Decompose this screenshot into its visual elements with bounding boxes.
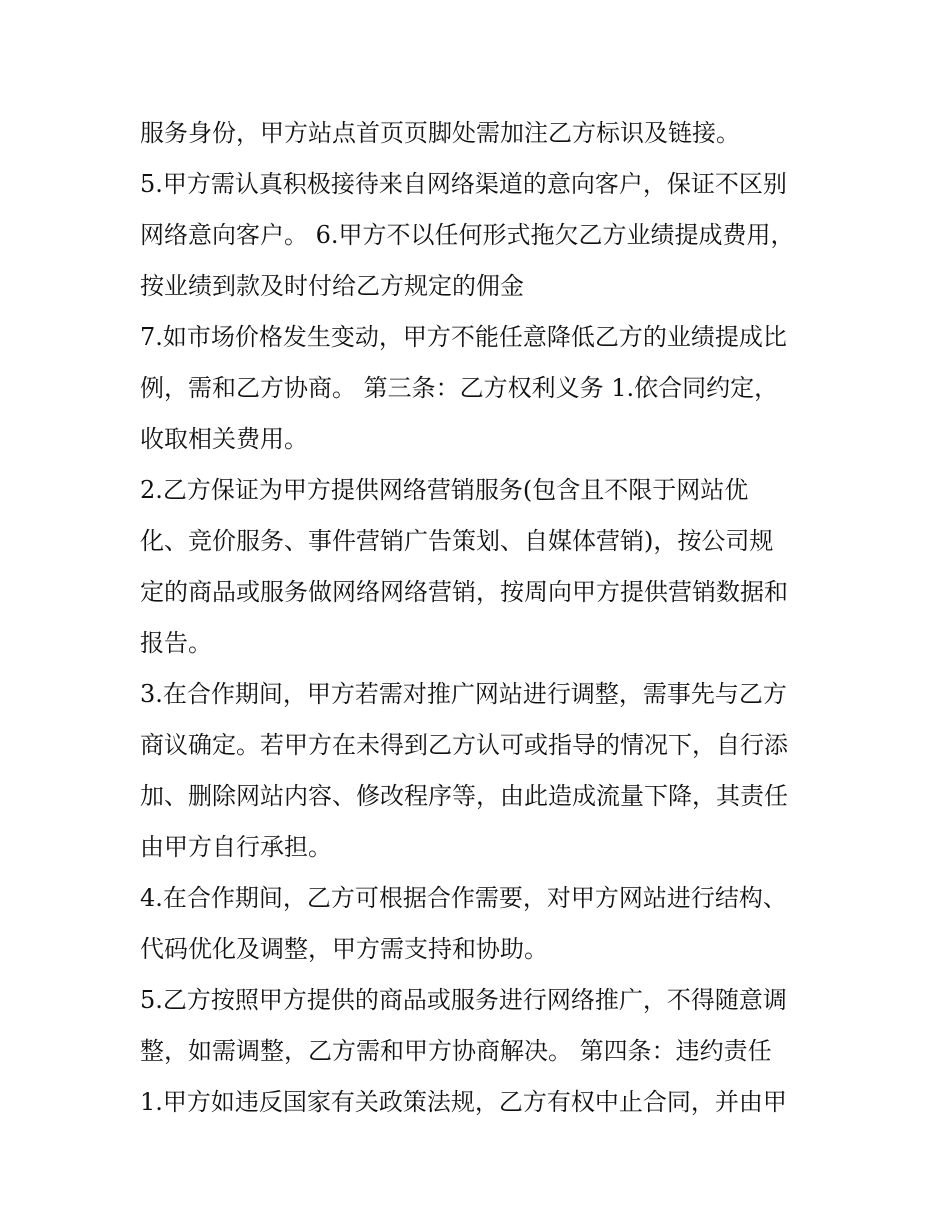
text-line: 化、竞价服务、事件营销广告策划、自媒体营销)，按公司规	[140, 527, 774, 555]
text-line: 收取相关费用。	[140, 425, 308, 453]
text-line: 定的商品或服务做网络网络营销，按周向甲方提供营销数据和	[140, 578, 788, 606]
text-line: 4.在合作期间，乙方可根据合作需要，对甲方网站进行结构、	[140, 884, 787, 912]
text-line: 商议确定。若甲方在未得到乙方认可或指导的情况下，自行添	[140, 731, 788, 759]
text-line: 7.如市场价格发生变动，甲方不能任意降低乙方的业绩提成比	[140, 323, 787, 351]
document-body	[140, 108, 820, 1128]
text-line: 报告。	[140, 629, 212, 657]
text-line: 例，需和乙方协商。 第三条：乙方权利义务 1.依合同约定，	[140, 374, 779, 402]
text-line: 1.甲方如违反国家有关政策法规，乙方有权中止合同，并由甲	[140, 1088, 787, 1116]
text-line: 5.乙方按照甲方提供的商品或服务进行网络推广，不得随意调	[140, 986, 787, 1014]
text-line: 加、删除网站内容、修改程序等，由此造成流量下降，其责任	[140, 782, 788, 810]
text-line: 代码优化及调整，甲方需支持和协助。	[140, 935, 548, 963]
text-line: 按业绩到款及时付给乙方规定的佣金	[140, 272, 524, 300]
text-line: 2.乙方保证为甲方提供网络营销服务(包含且不限于网站优	[140, 476, 749, 504]
text-line: 整，如需调整，乙方需和甲方协商解决。 第四条：违约责任	[140, 1037, 772, 1065]
text-line: 由甲方自行承担。	[140, 833, 332, 861]
text-line: 网络意向客户。 6.甲方不以任何形式拖欠乙方业绩提成费用，	[140, 221, 795, 249]
text-line: 5.甲方需认真积极接待来自网络渠道的意向客户，保证不区别	[140, 170, 787, 198]
text-line: 3.在合作期间，甲方若需对推广网站进行调整，需事先与乙方	[140, 680, 787, 708]
text-line: 服务身份，甲方站点首页页脚处需加注乙方标识及链接。	[140, 119, 740, 147]
